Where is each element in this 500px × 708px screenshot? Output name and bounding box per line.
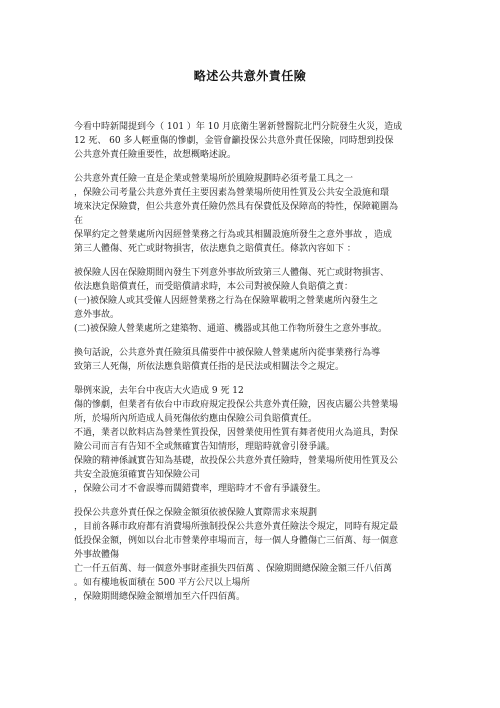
text-line: 險公司而言有告知不全或無確實告知情形，理賠時就會引發爭議。 [74, 442, 336, 452]
text-line: 保險的精神係誠實告知為基礎，故投保公共意外責任險時，營業場所使用性質及公 [74, 456, 399, 466]
text-line: ，目前各縣市政府都有消費場所強制投保公共意外責任險法令規定，同時有規定最 [74, 522, 399, 532]
text-line: 換句話說，公共意外責任險須具備要件中被保險人營業處所內從事業務行為導 [74, 348, 381, 358]
text-line: 投保公共意外責任保之保險金額須依被保險人實際需求來規劃 [74, 508, 318, 518]
paragraph-explanation [74, 346, 434, 374]
text-line: 意外事故。 [74, 310, 120, 320]
text-line: 境來決定保險費，但公共意外責任險仍然具有保費低及保障高的特性，保障範圍為 [74, 202, 399, 212]
text-line: 舉例來說，去年台中夜店大火造成 9 死 12 [74, 386, 244, 396]
paragraph-insured-amount [74, 506, 434, 604]
text-line: (一)被保險人或其受僱人因經營業務之行為在保險單載明之營業處所內發生之 [74, 296, 379, 306]
paragraph-clause [74, 266, 434, 336]
text-line: 依法應負賠償責任，而受賠償請求時，本公司對被保險人負賠償之責： [74, 282, 354, 292]
text-line: 第三人體傷、死亡或財物損害，依法應負之賠償責任。條款內容如下 ： [74, 244, 356, 254]
text-line: 保單約定之營業處所內因經營業務之行為或其相關設施所發生之意外事故 ，造成 [74, 230, 392, 240]
text-line: 12 死、 60 多人輕重傷的慘劇，金管會籲投保公共意外責任保險，同時想到投保 [74, 136, 394, 146]
text-line: 傷的慘劇，但業者有依台中市政府規定投保公共意外責任險，因夜店屬公共營業場 [74, 400, 399, 410]
document-title: 略述公共意外責任險 [193, 69, 307, 83]
paragraph-intro [74, 120, 434, 162]
text-line: 致第三人死傷，所依法應負賠償責任指的是民法或相關法令之規定。 [74, 362, 345, 372]
text-line: 在 [74, 216, 84, 226]
text-line: 公共意外責任險重要性，故想概略述說。 [74, 150, 237, 160]
paragraph-coverage [74, 172, 434, 256]
document-body [74, 120, 434, 604]
text-line: 不過，業者以飲料店為營業性質投保，因營業使用性質有舞者使用火為道具，對保 [74, 428, 399, 438]
text-line: ，保險期間總保險金額增加至六仟四佰萬。 [74, 592, 246, 602]
text-line: ，保險公司考量公共意外責任主要因素為營業場所使用性質及公共安全設施和環 [74, 188, 390, 198]
text-line: ，保險公司才不會誤導而闊錯費率，理賠時才不會有爭議發生。 [74, 484, 327, 494]
text-line: 外事故體傷 [74, 550, 120, 560]
text-line: 公共意外責任險一直是企業或營業場所於風險規劃時必須考量工具之一 [74, 174, 354, 184]
text-line: 亡一仟五佰萬、每一個意外事財產損失四佰萬 、保險期間總保險金額三仟八佰萬 [74, 564, 392, 574]
text-line: 被保險人因在保險期間內發生下列意外事故所致第三人體傷、死亡或財物損害、 [74, 268, 390, 278]
text-line: 低投保金額，例如以台北市營業停車場而言，每一個人身體傷亡三佰萬、每一個意 [74, 536, 399, 546]
text-line: 今看中時新聞提到今（ 101 ）年 10 月底衛生署新營醫院北門分院發生火災，造成 [74, 122, 403, 132]
text-line: 共安全設施須確實告知保險公司 [74, 470, 201, 480]
paragraph-example [74, 384, 434, 496]
text-line: 所，於場所內所造成人員死傷依約應由保險公司負賠償責任。 [74, 414, 318, 424]
text-line: 。如有樓地板面積在 500 平方公尺以上場所 [74, 578, 250, 588]
text-line: (二)被保險人營業處所之建築物、通道、機器或其他工作物所發生之意外事故。 [74, 324, 388, 334]
